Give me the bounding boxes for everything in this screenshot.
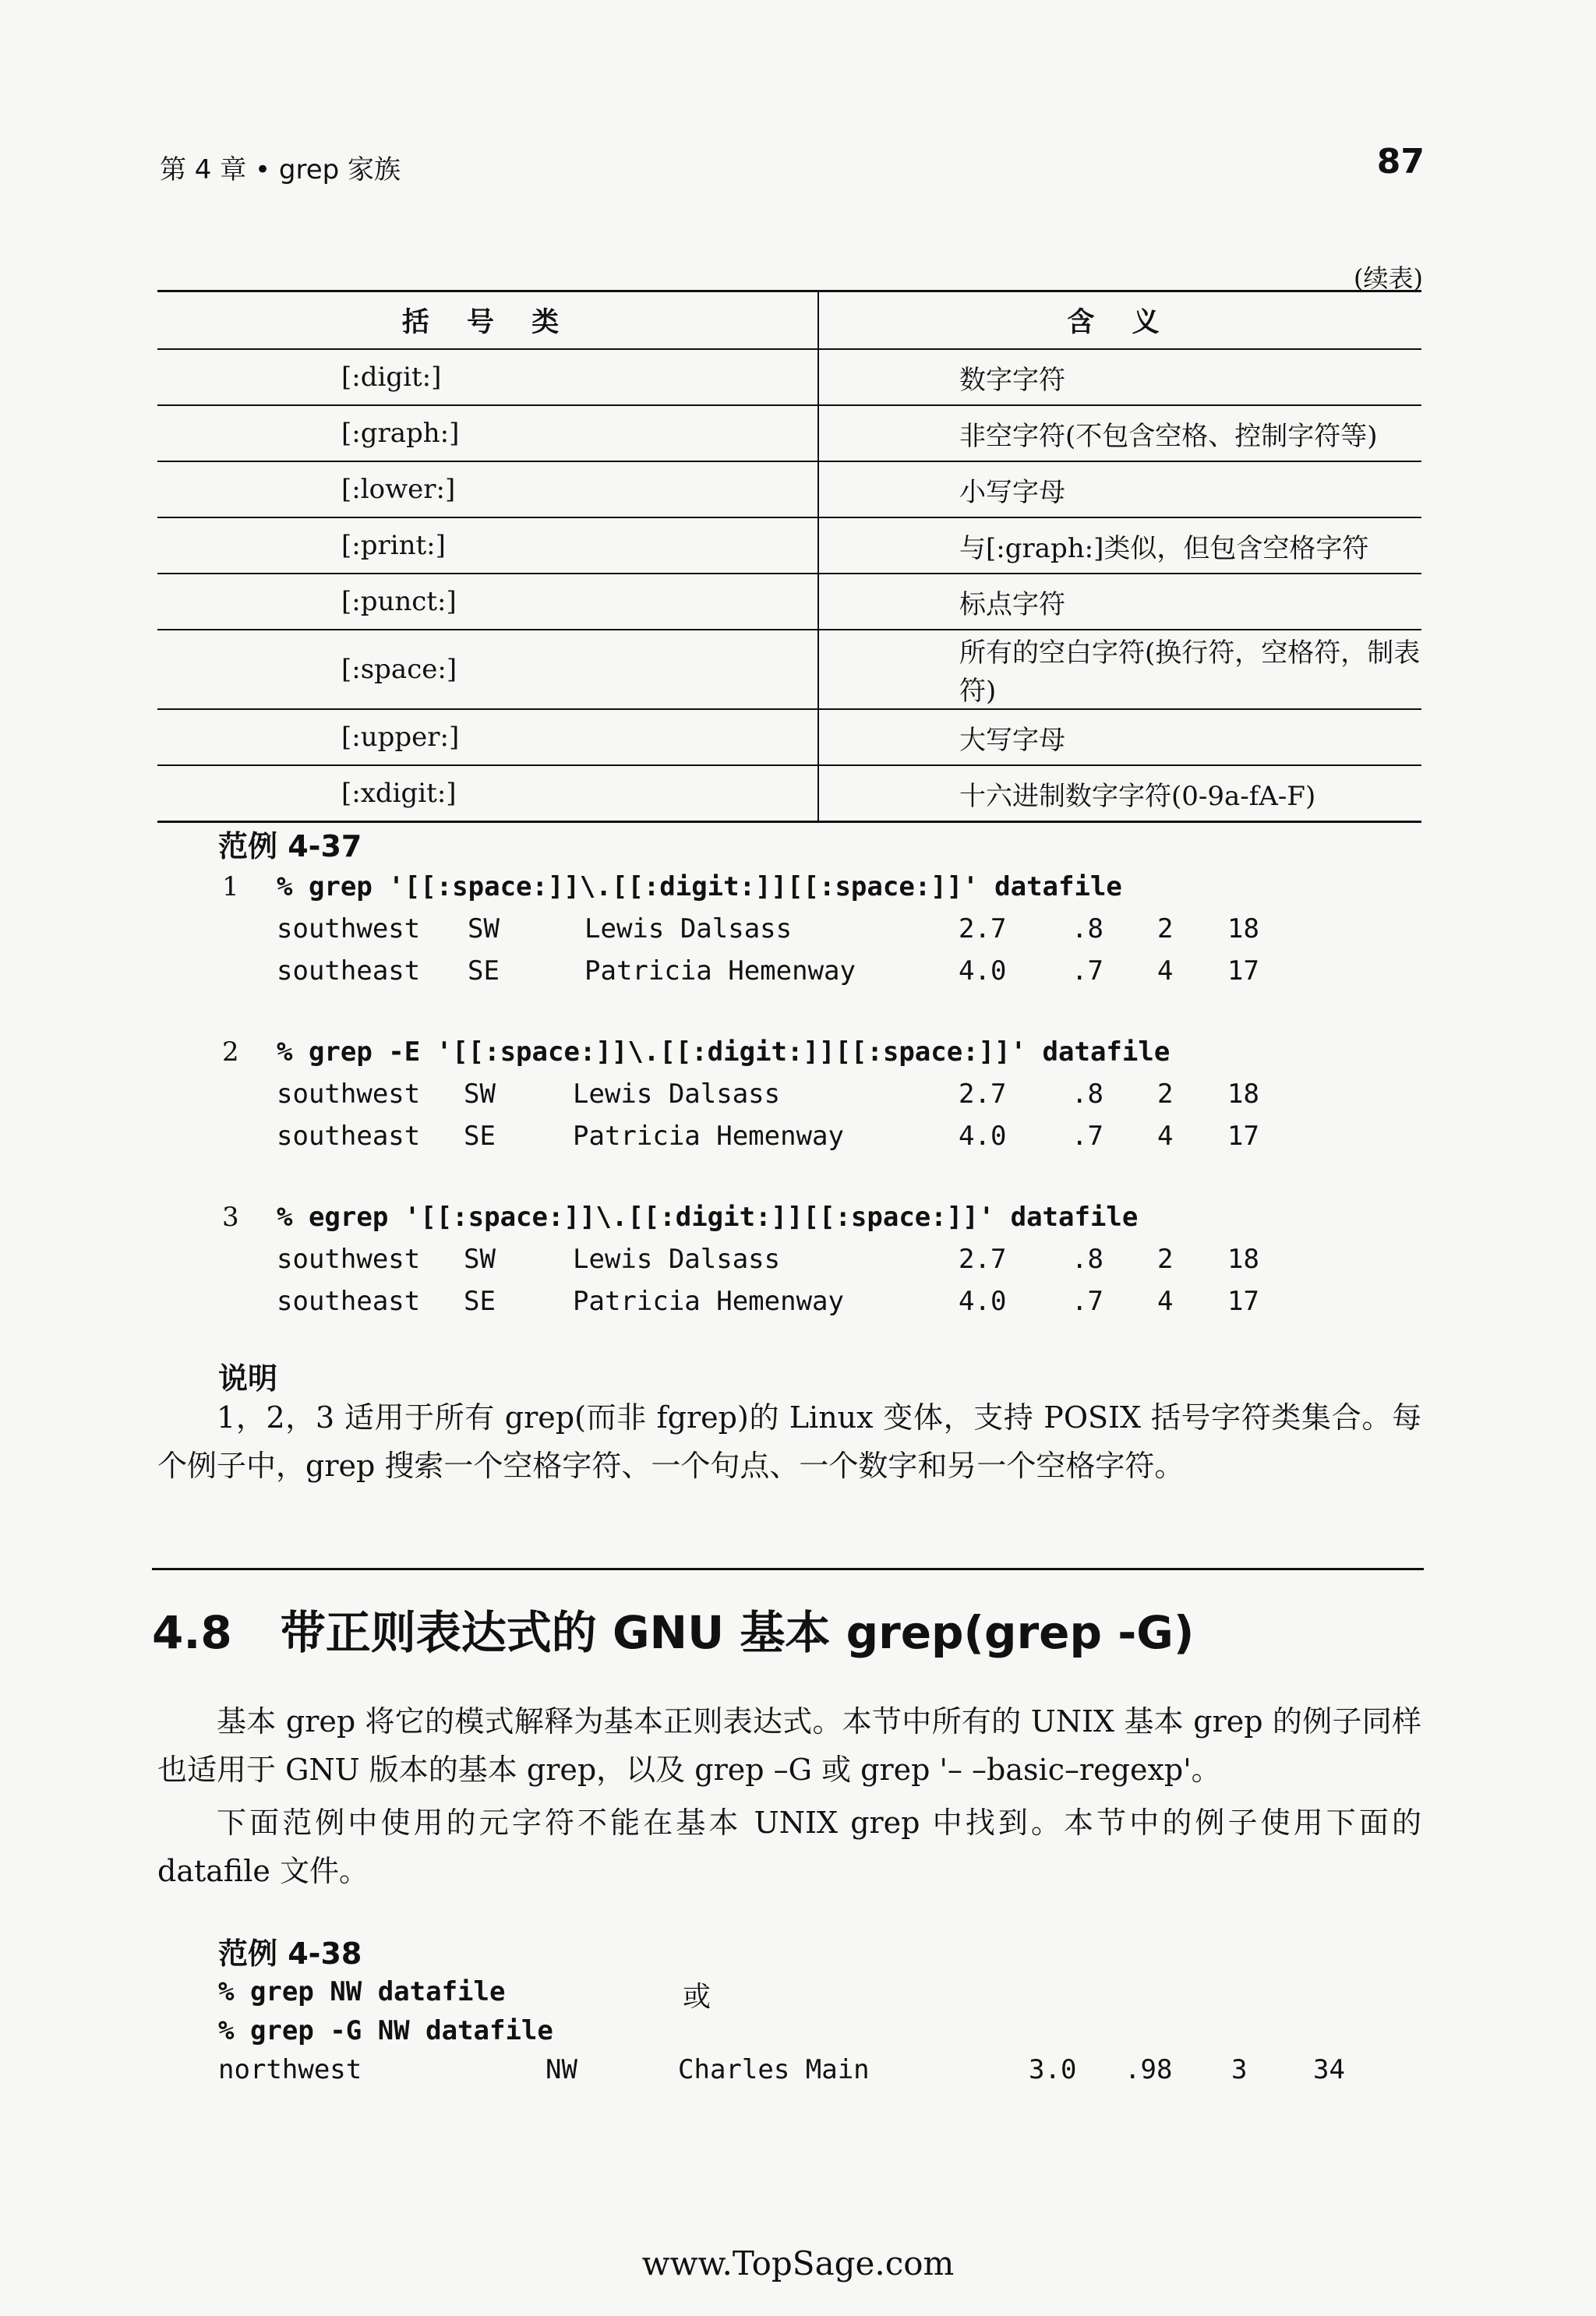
output-cell: .7 [1072, 1121, 1103, 1152]
output-cell: 2 [1157, 1244, 1174, 1275]
output-cell: 2.7 [959, 1079, 1007, 1110]
command-number: 1 [222, 871, 239, 902]
output-cell: .7 [1072, 1286, 1103, 1317]
command-line: % egrep '[[:space:]]\.[[:digit:]][[:space:]]' datafile [277, 1202, 1139, 1233]
output-row [277, 1079, 1290, 1110]
output-row [277, 913, 1290, 944]
table-row [157, 630, 1421, 709]
output-row [277, 1121, 1290, 1152]
table-cell-class: [:upper:] [157, 709, 818, 765]
output-cell: southwest [277, 1079, 421, 1110]
output-cell: southwest [277, 913, 421, 944]
output-row [218, 2054, 1364, 2085]
table-cell-meaning: 数字字符 [818, 349, 1421, 405]
table-header-bracket-class: 括 号 类 [157, 291, 818, 350]
output-cell: SE [464, 1121, 496, 1152]
table-cell-class: [:print:] [157, 517, 818, 574]
table-cell-class: [:graph:] [157, 405, 818, 461]
command-line: % grep -E '[[:space:]]\.[[:digit:]][[:space:]]' datafile [277, 1036, 1171, 1068]
output-cell: 17 [1227, 1121, 1259, 1152]
section-divider [152, 1568, 1424, 1570]
output-cell: southeast [277, 1286, 421, 1317]
output-row [277, 1286, 1290, 1317]
output-cell: .8 [1072, 1244, 1103, 1275]
output-cell: 4 [1157, 1286, 1174, 1317]
output-cell: 4 [1157, 1121, 1174, 1152]
bracket-class-table [157, 290, 1421, 823]
output-cell: 2 [1157, 1079, 1174, 1110]
output-cell: NW [546, 2054, 577, 2085]
page-number: 87 [1376, 142, 1425, 182]
table-cell-meaning: 十六进制数字字符(0-9a-fA-F) [959, 780, 1316, 812]
table-cell-class: [:space:] [157, 630, 818, 709]
output-cell: Patricia Hemenway [573, 1121, 844, 1152]
output-cell: 34 [1313, 2054, 1345, 2085]
output-cell: 4 [1157, 955, 1174, 987]
table-cell-meaning: 标点字符 [818, 574, 1421, 630]
output-cell: 4.0 [959, 1121, 1007, 1152]
table-cell-meaning: 与[:graph:]类似，但包含空格字符 [818, 517, 1421, 574]
output-cell: SE [464, 1286, 496, 1317]
output-cell: .8 [1072, 1079, 1103, 1110]
output-cell: SW [464, 1244, 496, 1275]
table-header-meaning: 含 义 [818, 291, 1421, 350]
output-cell: 18 [1227, 913, 1259, 944]
output-cell: .7 [1072, 955, 1103, 987]
output-cell: Patricia Hemenway [584, 955, 856, 987]
output-row [277, 1244, 1290, 1275]
output-cell: 18 [1227, 1244, 1259, 1275]
output-cell: .8 [1072, 913, 1103, 944]
output-cell: 17 [1227, 1286, 1259, 1317]
table-cell-class: [:xdigit:] [157, 765, 818, 822]
output-cell: Lewis Dalsass [584, 913, 793, 944]
table-row [157, 461, 1421, 517]
output-cell: 2 [1157, 913, 1174, 944]
explanation-text: 1，2，3 适用于所有 grep(而非 fgrep)的 Linux 变体，支持 POSIX 括号字符类集合。每个例子中，grep 搜索一个空格字符、一个句点、一个数字和另一个空格字符。 [157, 1400, 1421, 1483]
output-cell: southeast [277, 955, 421, 987]
table-row [157, 517, 1421, 574]
body-paragraph: 下面范例中使用的元字符不能在基本 UNIX grep 中找到。本节中的例子使用下面的 datafile 文件。 [157, 1806, 1421, 1888]
command-line: % grep '[[:space:]]\.[[:digit:]][[:space:]]' datafile [277, 871, 1122, 902]
running-header-chapter: 第 4 章 • grep 家族 [160, 154, 401, 185]
table-row [157, 709, 1421, 765]
table-header-row [157, 291, 1421, 350]
command-number: 2 [222, 1036, 239, 1068]
output-cell: 3 [1231, 2054, 1248, 2085]
table-row [157, 349, 1421, 405]
explanation-label: 说明 [218, 1361, 278, 1396]
table-row [157, 574, 1421, 630]
table-row [157, 405, 1421, 461]
table-cell-meaning: 非空字符(不包含空格、控制字符等) [818, 405, 1421, 461]
output-cell: Patricia Hemenway [573, 1286, 844, 1317]
table-row [157, 765, 1421, 822]
output-cell: 18 [1227, 1079, 1259, 1110]
output-cell: northwest [218, 2054, 362, 2085]
output-cell: 17 [1227, 955, 1259, 987]
table-cell-class: [:lower:] [157, 461, 818, 517]
body-paragraph: 基本 grep 将它的模式解释为基本正则表达式。本节中所有的 UNIX 基本 grep 的例子同样也适用于 GNU 版本的基本 grep，以及 grep –G 或 grep '– –basic–regexp'。 [157, 1704, 1421, 1787]
footer-url: www.TopSage.com [641, 2244, 955, 2282]
or-label: 或 [683, 1981, 711, 2013]
output-cell: 3.0 [1029, 2054, 1077, 2085]
output-cell: southeast [277, 1121, 421, 1152]
output-cell: Lewis Dalsass [573, 1079, 781, 1110]
table-cell-meaning: 所有的空白字符(换行符，空格符，制表符) [818, 630, 1421, 709]
output-cell: Lewis Dalsass [573, 1244, 781, 1275]
command-line: % grep NW datafile [218, 1976, 506, 2007]
output-cell: 2.7 [959, 913, 1007, 944]
table-cell-meaning: 大写字母 [818, 709, 1421, 765]
output-cell: 4.0 [959, 955, 1007, 987]
output-cell: 4.0 [959, 1286, 1007, 1317]
output-cell: .98 [1125, 2054, 1173, 2085]
output-cell: SE [468, 955, 500, 987]
table-cell-class: [:punct:] [157, 574, 818, 630]
output-cell: 2.7 [959, 1244, 1007, 1275]
example-label: 范例 4-38 [218, 1936, 362, 1971]
table-cell-class: [:digit:] [157, 349, 818, 405]
output-cell: Charles Main [678, 2054, 870, 2085]
section-heading [152, 1596, 1194, 1661]
command-number: 3 [222, 1202, 239, 1233]
output-cell: SW [464, 1079, 496, 1110]
table-continued-label: (续表) [1354, 263, 1423, 293]
example-label: 范例 4-37 [218, 829, 362, 863]
output-cell: SW [468, 913, 500, 944]
section-number: 4.8 [152, 1606, 232, 1659]
table-cell-meaning: 小写字母 [818, 461, 1421, 517]
command-line: % grep -G NW datafile [218, 2015, 553, 2046]
section-title: 带正则表达式的 GNU 基本 grep(grep -G) [280, 1606, 1195, 1659]
output-cell: southwest [277, 1244, 421, 1275]
output-row [277, 955, 1290, 987]
